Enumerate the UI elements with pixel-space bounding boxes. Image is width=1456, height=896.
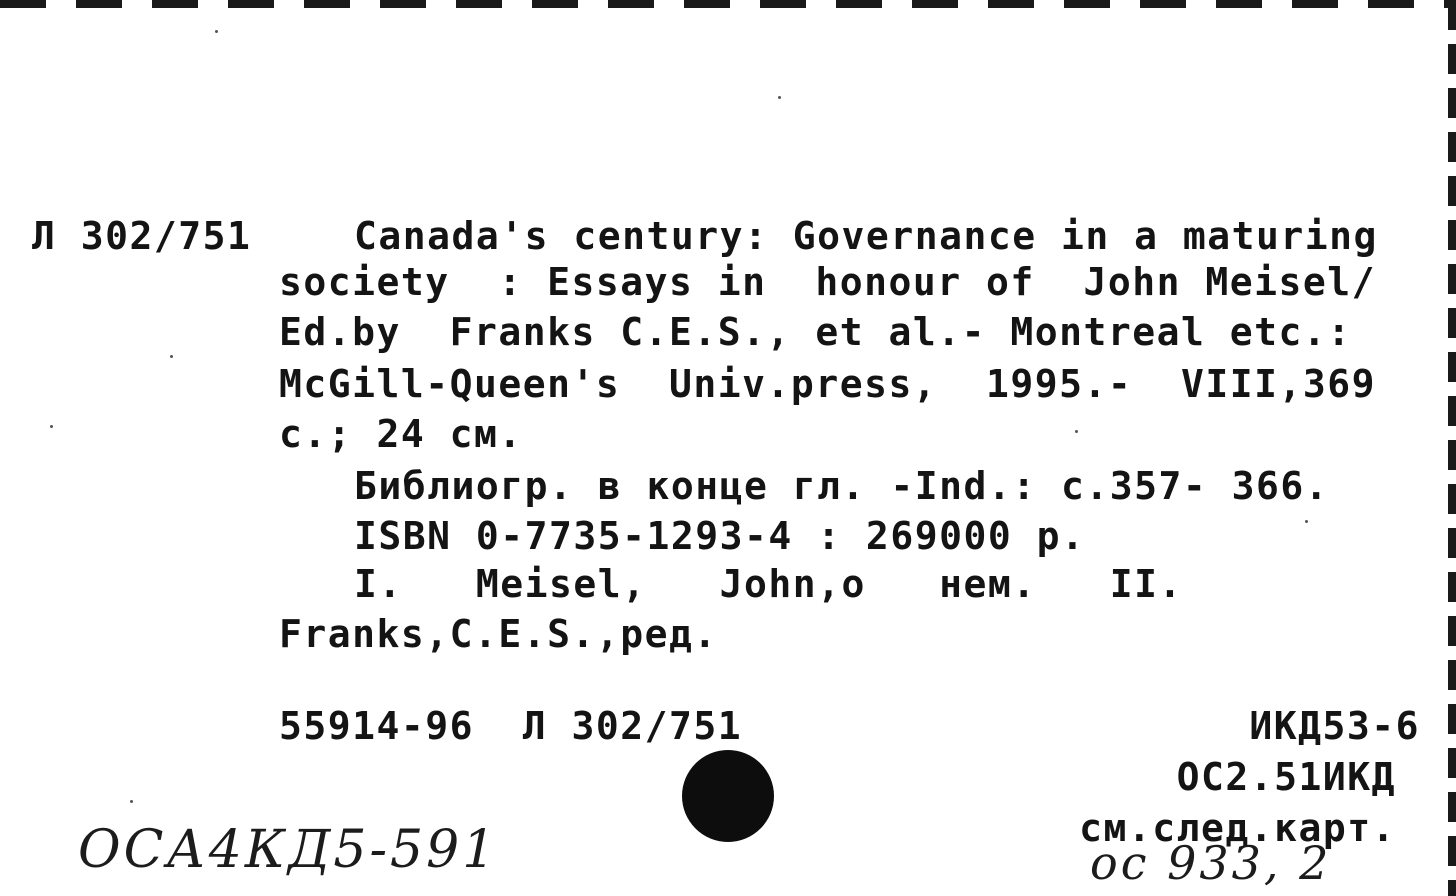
- card-top-edge: [0, 0, 1456, 8]
- title-line-1: Canada's century: Governance in a maturing: [354, 214, 1378, 258]
- publisher-line: McGill-Queen's Univ.press, 1995.- VIII,369: [279, 362, 1377, 406]
- inventory-number: 55914-96 Л 302/751: [279, 704, 743, 748]
- see-next-card: см.след.карт.: [1079, 806, 1396, 850]
- punch-hole: [682, 750, 774, 842]
- speck: [1305, 520, 1308, 523]
- title-line-2: society : Essays in honour of John Meisel/: [279, 260, 1377, 304]
- isbn-line: ISBN 0-7735-1293-4 : 269000 р.: [354, 514, 1086, 558]
- size-line: c.; 24 см.: [279, 412, 523, 456]
- speck: [1075, 430, 1078, 433]
- class-code-1: ИКД53-6: [1249, 704, 1420, 748]
- added-entries-line-2: Franks,C.E.S.,ред.: [279, 612, 718, 656]
- speck: [778, 96, 781, 99]
- speck: [215, 30, 218, 33]
- title-line-3: Ed.by Franks C.E.S., et al.- Montreal etc.:: [279, 310, 1352, 354]
- added-entries-line-1: I. Meisel, John,о нем. II.: [354, 562, 1183, 606]
- speck: [50, 425, 53, 428]
- handwritten-note: ос 933, 2: [1090, 836, 1332, 890]
- speck: [170, 355, 173, 358]
- class-code-2: ОС2.51ИКД: [1176, 755, 1396, 799]
- call-number: Л 302/751: [32, 214, 252, 258]
- speck: [130, 800, 133, 803]
- bibliography-note: Библиогр. в конце гл. -Ind.: с.357- 366.: [354, 464, 1330, 508]
- handwritten-shelf-mark: ОСА4КД5-591: [78, 820, 499, 880]
- card-right-edge: [1448, 0, 1456, 896]
